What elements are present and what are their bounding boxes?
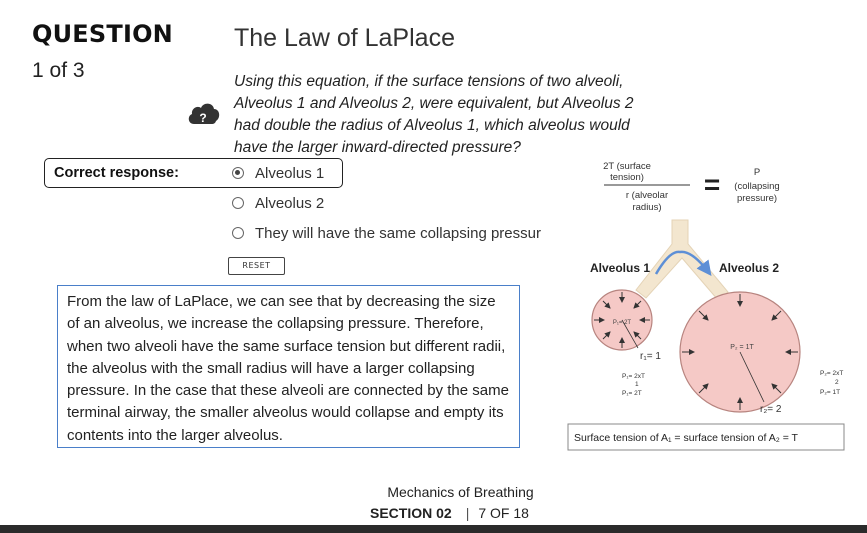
reset-button[interactable]: RESET: [228, 257, 285, 275]
page-counter: 7 OF 18: [478, 505, 529, 521]
eq-equals-sign: =: [703, 169, 721, 200]
radio-icon[interactable]: [232, 197, 244, 209]
diagram-caption: Surface tension of A₁ = surface tension of A₂ = T: [574, 432, 798, 444]
radio-selected-icon[interactable]: [232, 167, 244, 179]
alveolus-1-calc-line-2: 1: [635, 381, 639, 388]
option-label: They will have the same collapsing pressur: [255, 224, 541, 242]
section-label: SECTION 02: [370, 505, 452, 521]
eq-numerator-line-2: tension): [610, 172, 644, 183]
option-label: Alveolus 1: [255, 164, 325, 182]
feedback-box: From the law of LaPlace, we can see that by decreasing the size of an alveolus, we increase the collapsing pressure. Therefore, when two alveoli have the same surface tension but different radii, the alveolus with the small radius will have a larger collapsing pressure. In the case that these alveoli are connected by the same terminal airway, the smaller alveolus would collapse and empty its contents into the larger alveolus.: [57, 285, 520, 448]
question-heading: QUESTION: [32, 20, 173, 48]
alveolus-1-pressure: P₁= 2T: [612, 320, 632, 326]
alveolus-2-calc-line-1: P₂= 2xT: [820, 370, 844, 377]
correct-response-label: Correct response:: [54, 165, 179, 181]
eq-denominator-line-1: r (alveolar: [625, 190, 669, 201]
radio-icon[interactable]: [232, 227, 244, 239]
alveolus-2-calc-line-2: 2: [835, 379, 839, 386]
alveolus-1-calc-line-3: P₁= 2T: [622, 390, 642, 397]
laplace-diagram: [560, 152, 867, 457]
option-same-pressure[interactable]: [232, 223, 552, 243]
svg-text:?: ?: [199, 111, 207, 125]
alveolus-2-label: Alveolus 2: [719, 261, 780, 275]
module-title: Mechanics of Breathing: [387, 484, 534, 500]
cloud-question-icon[interactable]: [186, 98, 222, 128]
eq-rhs-line-2: (collapsing: [734, 181, 780, 192]
option-label: Alveolus 2: [255, 194, 325, 212]
question-text: Using this equation, if the surface tensions of two alveoli, Alveolus 1 and Alveolus 2, were equivalent, but Alveolus 2 had double the radius of Alveolus 1, which alveolus would have the larger inward-directed pressure?: [234, 73, 634, 156]
alveolus-2-radius: r₂= 2: [760, 404, 782, 415]
alveolus-1-label: Alveolus 1: [590, 261, 651, 275]
airway-shape: [636, 220, 728, 300]
bottom-bar: [0, 525, 867, 533]
question-progress: 1 of 3: [32, 59, 85, 82]
option-alveolus-2[interactable]: [232, 193, 324, 213]
eq-numerator-line-1: 2T (surface: [603, 161, 651, 172]
section-separator: |: [465, 505, 470, 521]
alveolus-1-calc-line-1: P₁= 2xT: [622, 373, 645, 380]
page-title: The Law of LaPlace: [234, 24, 455, 52]
eq-denominator-line-2: radius): [632, 202, 662, 213]
eq-rhs-line-1: P: [753, 167, 761, 178]
alveolus-2-calc-line-3: P₂= 1T: [820, 389, 841, 396]
option-alveolus-1[interactable]: [232, 163, 324, 183]
section-indicator: [370, 505, 529, 521]
eq-rhs-line-3: pressure): [736, 193, 778, 204]
alveolus-2-pressure: P₂ = 1T: [730, 344, 754, 351]
alveolus-1-radius: r₁= 1: [640, 351, 661, 362]
